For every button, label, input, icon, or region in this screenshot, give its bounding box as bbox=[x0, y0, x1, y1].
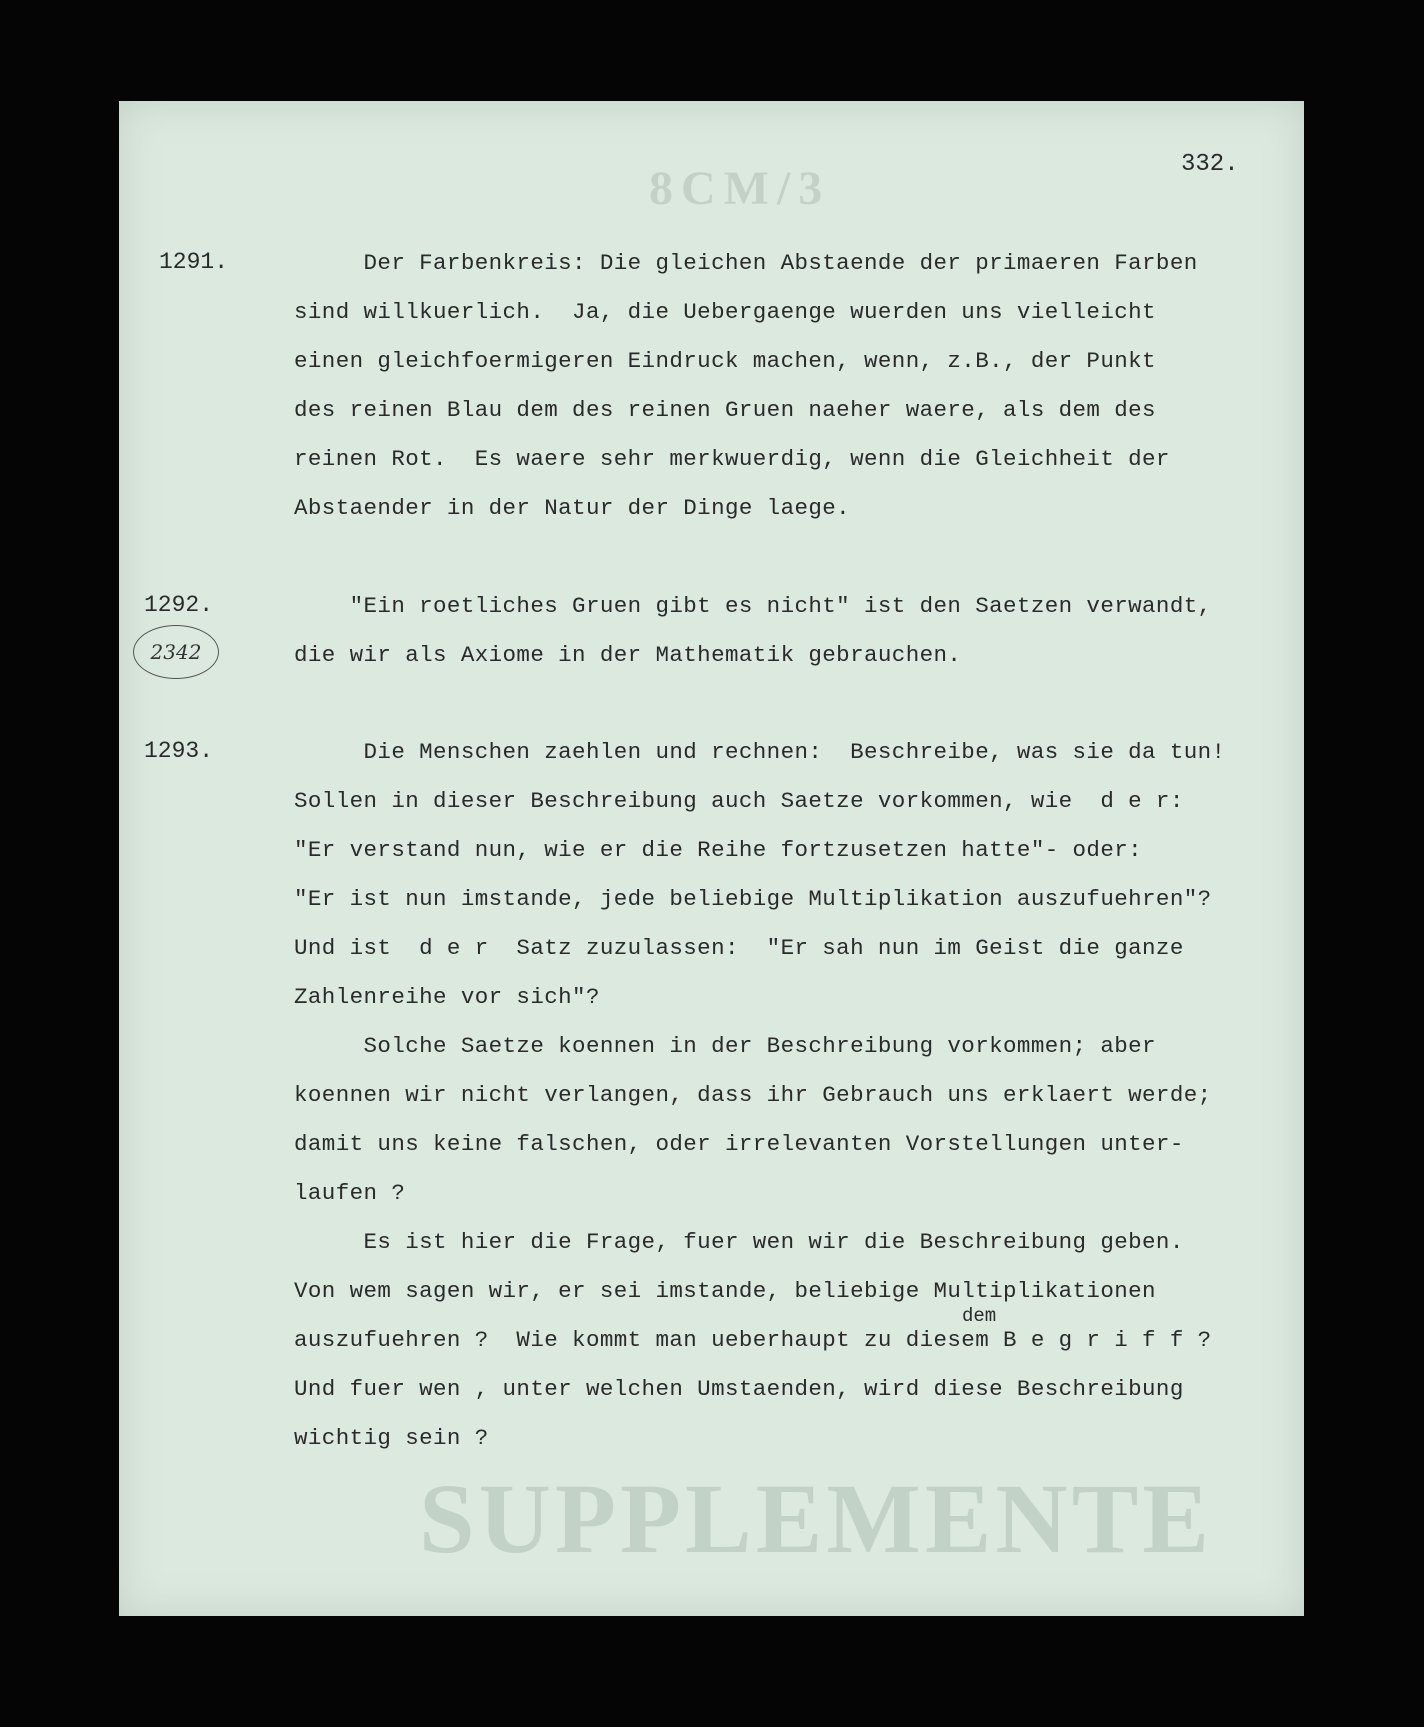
text-line: Solche Saetze koennen in der Beschreibung vorkommen; aber bbox=[294, 1033, 1156, 1059]
text-line: Und fuer wen , unter welchen Umstaenden, wird diese Beschreibung bbox=[294, 1376, 1184, 1402]
section-number: 1291. bbox=[159, 249, 229, 275]
text-line: Sollen in dieser Beschreibung auch Saetze vorkommen, wie d e r: bbox=[294, 788, 1184, 814]
section-number: 1292. bbox=[144, 592, 214, 618]
text-line: Der Farbenkreis: Die gleichen Abstaende der primaeren Farben bbox=[294, 250, 1198, 276]
text-line: "Er verstand nun, wie er die Reihe fortzusetzen hatte"- oder: bbox=[294, 837, 1143, 863]
text-line: damit uns keine falschen, oder irrelevanten Vorstellungen unter- bbox=[294, 1131, 1184, 1157]
archive-stamp-top: 8CM/3 bbox=[649, 162, 831, 215]
text-line: koennen wir nicht verlangen, dass ihr Gebrauch uns erklaert werde; bbox=[294, 1082, 1212, 1108]
document-page bbox=[119, 101, 1304, 1616]
text-line: auszufuehren ? Wie kommt man ueberhaupt zu diesem B e g r i f f ? bbox=[294, 1327, 1212, 1353]
page-number: 332. bbox=[1181, 151, 1239, 178]
text-line: laufen ? bbox=[294, 1180, 406, 1206]
text-line: Von wem sagen wir, er sei imstande, beliebige Multiplikationen bbox=[294, 1278, 1156, 1304]
section-number: 1293. bbox=[144, 738, 214, 764]
text-line: "Ein roetliches Gruen gibt es nicht" ist den Saetzen verwandt, bbox=[294, 593, 1212, 619]
text-line: "Er ist nun imstande, jede beliebige Multiplikation auszufuehren"? bbox=[294, 886, 1212, 912]
text-line: die wir als Axiome in der Mathematik gebrauchen. bbox=[294, 642, 962, 668]
interlinear-insertion: dem bbox=[962, 1305, 997, 1327]
text-line: Abstaender in der Natur der Dinge laege. bbox=[294, 495, 851, 521]
archive-stamp-bottom: SUPPLEMENTE bbox=[419, 1463, 1214, 1574]
text-line: einen gleichfoermigeren Eindruck machen, wenn, z.B., der Punkt bbox=[294, 348, 1156, 374]
text-line: Und ist d e r Satz zuzulassen: "Er sah nun im Geist die ganze bbox=[294, 935, 1184, 961]
text-line: des reinen Blau dem des reinen Gruen naeher waere, als dem des bbox=[294, 397, 1156, 423]
text-line: Es ist hier die Frage, fuer wen wir die Beschreibung geben. bbox=[294, 1229, 1184, 1255]
text-line: wichtig sein ? bbox=[294, 1425, 489, 1451]
text-line: Die Menschen zaehlen und rechnen: Beschreibe, was sie da tun! bbox=[294, 739, 1226, 765]
text-line: reinen Rot. Es waere sehr merkwuerdig, wenn die Gleichheit der bbox=[294, 446, 1170, 472]
handwritten-circled-note: 2342 bbox=[133, 625, 219, 679]
text-line: sind willkuerlich. Ja, die Uebergaenge wuerden uns vielleicht bbox=[294, 299, 1156, 325]
text-line: Zahlenreihe vor sich"? bbox=[294, 984, 600, 1010]
